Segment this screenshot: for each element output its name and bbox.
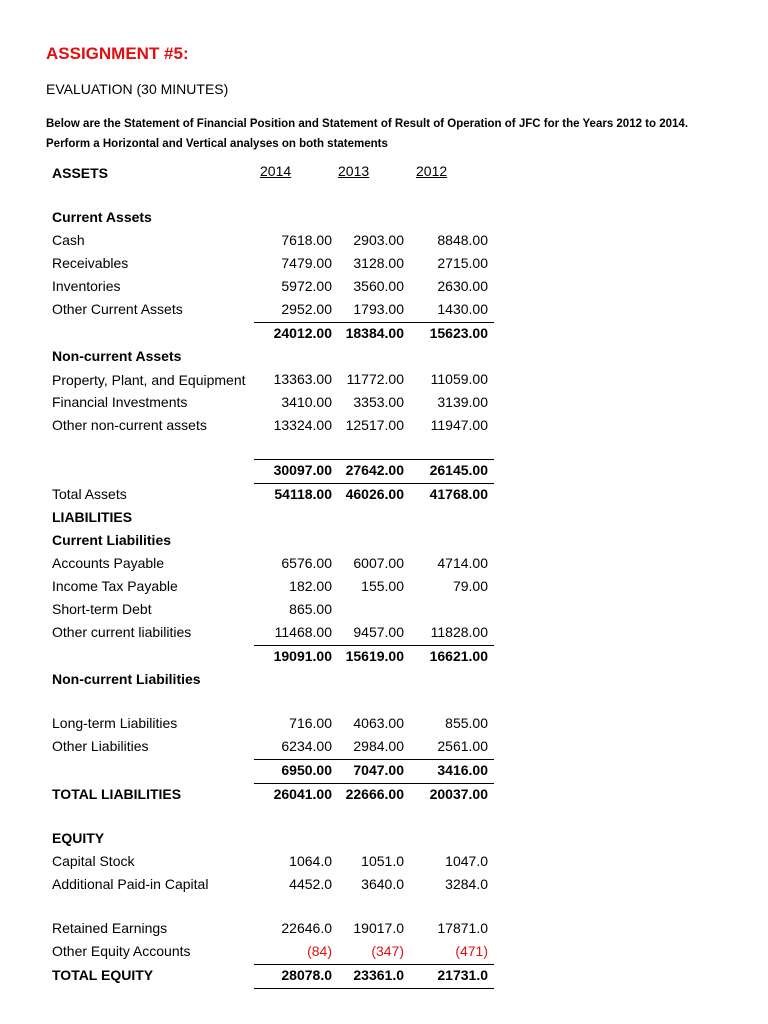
value-2013: 155.00 (361, 578, 404, 594)
value-2014: 7618.00 (281, 232, 332, 248)
value-2014: 182.00 (289, 578, 332, 594)
row-label: Retained Earnings (52, 920, 168, 936)
value-2014: (84) (307, 943, 332, 959)
header-row (46, 163, 494, 186)
spacer (46, 438, 494, 460)
value-2013: 9457.00 (353, 624, 404, 640)
value-2012: 3139.00 (437, 394, 488, 410)
value-2012: 4714.00 (437, 555, 488, 571)
section-heading (46, 346, 494, 369)
section-heading (46, 207, 494, 230)
section-heading (46, 530, 494, 553)
current-liabilities-heading: Current Liabilities (52, 532, 172, 548)
table-row (46, 874, 494, 897)
value-2012: 11947.00 (430, 417, 488, 433)
total-2014: 54118.00 (254, 484, 332, 508)
table-row (46, 553, 494, 576)
value-2012: 1430.00 (437, 301, 488, 317)
total-2014: 28078.0 (254, 965, 332, 989)
subtitle: EVALUATION (30 MINUTES) (46, 81, 229, 97)
equity-heading: EQUITY (52, 830, 105, 846)
total-2012: 41768.00 (410, 484, 494, 508)
table-row (46, 851, 494, 874)
subtotal-2012: 15623.00 (410, 323, 494, 347)
year-2012: 2012 (416, 163, 448, 179)
total-2013: 46026.00 (332, 484, 410, 508)
value-2012: 11059.00 (430, 371, 488, 387)
value-2013: 1051.0 (361, 853, 404, 869)
total-2013: 22666.00 (332, 784, 410, 808)
table-row (46, 253, 494, 276)
value-2012: 1047.0 (445, 853, 488, 869)
table-row (46, 941, 494, 965)
value-2013: 3640.0 (361, 876, 404, 892)
value-2012: 2630.00 (437, 278, 488, 294)
liabilities-heading: LIABILITIES (52, 509, 133, 525)
value-2014: 11468.00 (274, 624, 332, 640)
instruction-line: Perform a Horizontal and Vertical analyses on both statements (46, 138, 388, 150)
table-row (46, 736, 494, 760)
value-2014: 6576.00 (281, 555, 332, 571)
total-assets-row (46, 484, 494, 508)
value-2012: (471) (455, 943, 488, 959)
row-label: Long-term Liabilities (52, 715, 178, 731)
subtotal-2014: 30097.00 (254, 460, 332, 484)
table-row (46, 299, 494, 323)
value-2012: 79.00 (452, 578, 488, 594)
row-label: Receivables (52, 255, 129, 271)
noncurrent-assets-heading: Non-current Assets (52, 348, 182, 364)
table-row (46, 576, 494, 599)
subtotal-2014: 19091.00 (254, 646, 332, 670)
row-label: Other Liabilities (52, 738, 149, 754)
subtotal-2013: 27642.00 (332, 460, 410, 484)
value-2012 (410, 599, 494, 622)
value-2013: 1793.00 (353, 301, 404, 317)
section-heading (46, 507, 494, 530)
value-2014: 7479.00 (281, 255, 332, 271)
value-2013: 19017.0 (353, 920, 404, 936)
row-label: Inventories (52, 278, 121, 294)
value-2014: 5972.00 (281, 278, 332, 294)
value-2012: 2715.00 (437, 255, 488, 271)
subtotal-2012: 26145.00 (410, 460, 494, 484)
current-assets-heading: Current Assets (52, 209, 152, 225)
table-row (46, 230, 494, 253)
subtotal-2014: 24012.00 (254, 323, 332, 347)
total-2014: 26041.00 (254, 784, 332, 808)
spacer (46, 692, 494, 713)
row-label: Cash (52, 232, 85, 248)
subtotal-2013: 7047.00 (332, 760, 410, 784)
value-2014: 865.00 (289, 601, 332, 617)
total-2012: 20037.00 (410, 784, 494, 808)
total-2012: 21731.0 (410, 965, 494, 989)
row-label: Short-term Debt (52, 601, 152, 617)
value-2013 (332, 599, 410, 622)
subtotal-2012: 3416.00 (410, 760, 494, 784)
value-2012: 8848.00 (437, 232, 488, 248)
value-2012: 17871.0 (437, 920, 488, 936)
value-2013: 11772.00 (346, 371, 404, 387)
spacer (46, 186, 494, 207)
subtotal-2013: 18384.00 (332, 323, 410, 347)
row-label: Additional Paid-in Capital (52, 876, 209, 892)
instructions (46, 114, 746, 154)
row-label: TOTAL EQUITY (52, 966, 154, 983)
spacer (46, 897, 494, 918)
row-label: TOTAL LIABILITIES (52, 785, 182, 802)
financial-statement-table (46, 163, 494, 989)
value-2012: 2561.00 (437, 738, 488, 754)
total-liabilities-row (46, 784, 494, 808)
table-row (46, 599, 494, 622)
row-label: Other Current Assets (52, 301, 183, 317)
value-2014: 1064.0 (289, 853, 332, 869)
section-heading (46, 828, 494, 851)
table-row (46, 918, 494, 941)
value-2013: 3128.00 (353, 255, 404, 271)
subtotal-2013: 15619.00 (332, 646, 410, 670)
row-label: Total Assets (52, 485, 127, 502)
value-2013: 2984.00 (353, 738, 404, 754)
value-2013: 2903.00 (353, 232, 404, 248)
spacer (46, 807, 494, 828)
value-2014: 2952.00 (281, 301, 332, 317)
value-2014: 3410.00 (281, 394, 332, 410)
value-2013: 4063.00 (353, 715, 404, 731)
subtotal-2012: 16621.00 (410, 646, 494, 670)
value-2014: 22646.0 (281, 920, 332, 936)
table-row (46, 369, 494, 392)
row-label: Other non-current assets (52, 417, 207, 433)
year-2014: 2014 (260, 163, 292, 179)
value-2012: 3284.0 (445, 876, 488, 892)
value-2013: (347) (371, 943, 404, 959)
subtotal-2014: 6950.00 (254, 760, 332, 784)
value-2012: 11828.00 (430, 624, 488, 640)
value-2014: 4452.0 (289, 876, 332, 892)
subtotal-row (46, 760, 494, 784)
subtotal-row (46, 460, 494, 484)
value-2014: 716.00 (289, 715, 332, 731)
table-row (46, 622, 494, 646)
section-heading (46, 669, 494, 692)
instruction-line: Below are the Statement of Financial Position and Statement of Result of Operation of JFC for the Years 2012 to 2014. (46, 118, 689, 130)
value-2014: 13324.00 (273, 417, 332, 433)
table-row (46, 415, 494, 438)
row-label: Other current liabilities (52, 624, 192, 640)
subtotal-row (46, 323, 494, 347)
noncurrent-liabilities-heading: Non-current Liabilities (52, 671, 201, 687)
row-label: Other Equity Accounts (52, 943, 191, 959)
total-2013: 23361.0 (332, 965, 410, 989)
value-2013: 3560.00 (353, 278, 404, 294)
row-label: Income Tax Payable (52, 578, 178, 594)
value-2013: 6007.00 (353, 555, 404, 571)
row-label: Property, Plant, and Equipment (52, 372, 246, 388)
table-row (46, 713, 494, 736)
page-title: ASSIGNMENT #5: (46, 44, 189, 63)
value-2014: 6234.00 (281, 738, 332, 754)
value-2013: 3353.00 (353, 394, 404, 410)
value-2012: 855.00 (445, 715, 488, 731)
row-label: Financial Investments (52, 394, 188, 410)
table-row (46, 392, 494, 415)
row-label: Capital Stock (52, 853, 135, 869)
year-2013: 2013 (338, 163, 370, 179)
total-equity-row (46, 965, 494, 989)
table-row (46, 276, 494, 299)
assets-heading: ASSETS (52, 165, 109, 181)
row-label: Accounts Payable (52, 555, 165, 571)
value-2014: 13363.00 (273, 371, 332, 387)
subtotal-row (46, 646, 494, 670)
value-2013: 12517.00 (345, 417, 404, 433)
